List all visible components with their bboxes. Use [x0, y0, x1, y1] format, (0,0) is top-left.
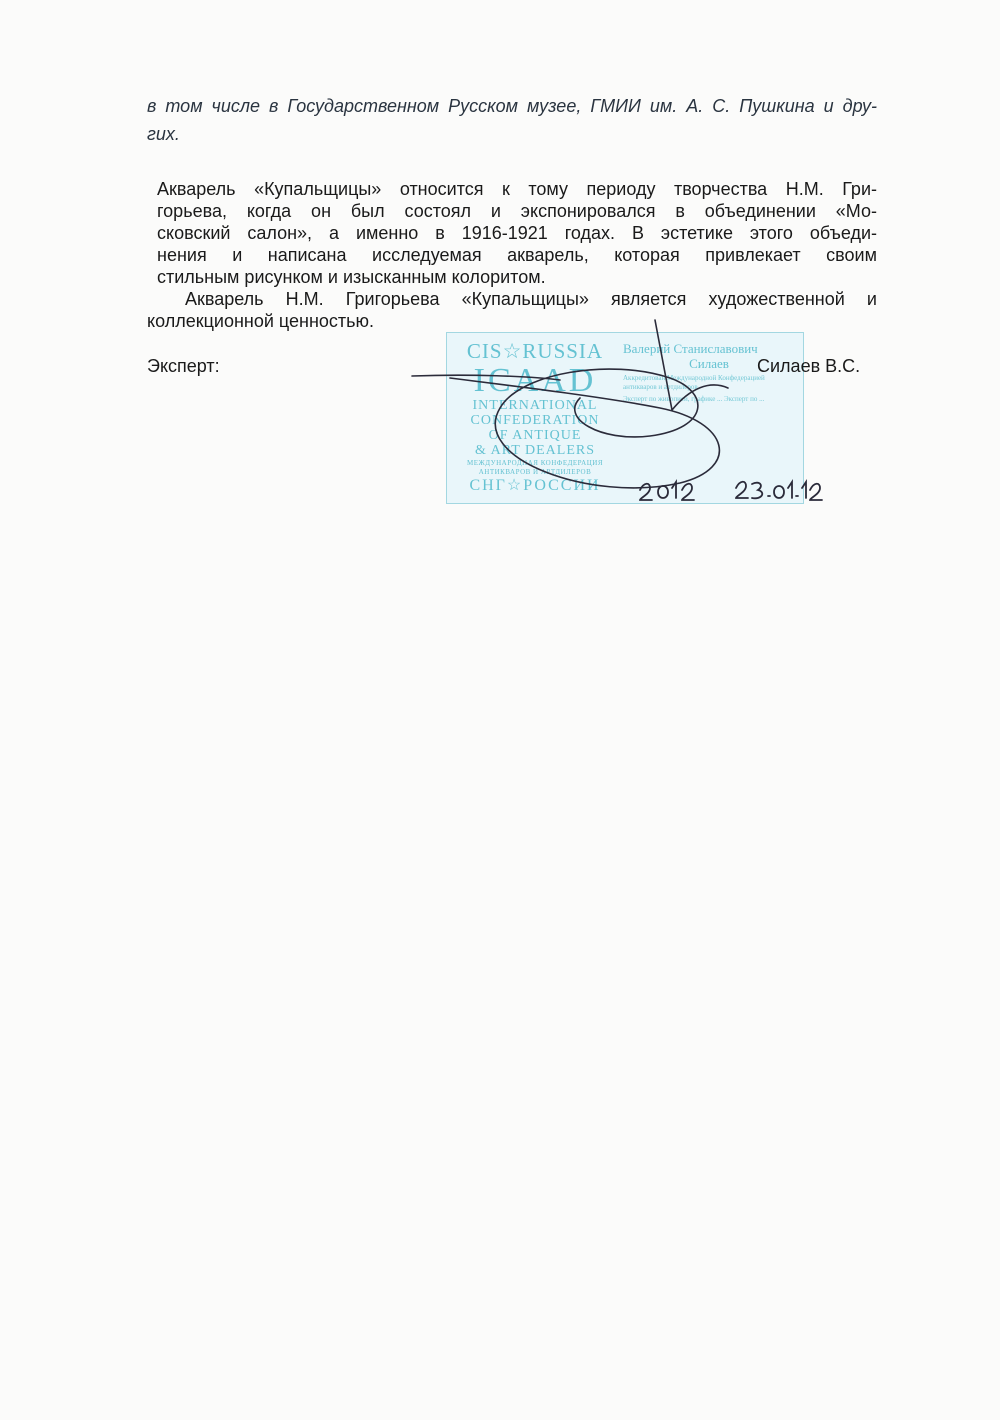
paragraph-1	[147, 178, 877, 288]
stamp-international: INTERNATIONAL	[472, 398, 598, 413]
paragraph-1-line-3: сковский салон», а именно в 1916-1921 годах. В эстетике этого объеди-	[157, 223, 877, 243]
signature-stroke-tick	[655, 320, 672, 410]
expert-name: Силаев В.С.	[757, 356, 861, 376]
signature-stroke-loop	[450, 369, 719, 488]
handwritten-signature	[410, 318, 850, 508]
stamp-ru-line-1: МЕЖДУНАРОДНАЯ КОНФЕДЕРАЦИЯ	[467, 459, 603, 467]
paragraph-1-line-4: нения и написана исследуемая акварель, которая привлекает своим	[157, 245, 877, 265]
intro-line-2: гих.	[147, 124, 180, 144]
stamp-specialization: Эксперт по живописи, графике ... Эксперт по ...	[623, 395, 765, 403]
stamp-of-antique: OF ANTIQUE	[488, 428, 582, 443]
signature-stroke-tail	[412, 375, 560, 380]
stamp-confederation: CONFEDERATION	[470, 413, 600, 428]
paragraph-1-line-5: стильным рисунком и изысканным колоритом.	[157, 267, 546, 287]
stamp-accreditation: Аккредитован Международной Конфедерацией антикваров и артдилеров	[623, 374, 765, 391]
paragraph-1-line-2: горьева, когда он был состоял и экспонировался в объединении «Мо-	[157, 201, 877, 221]
paragraph-1-line-1: Акварель «Купальщицы» относится к тому периоду творчества Н.М. Гри-	[157, 179, 877, 199]
stamp-cis-russia: CIS☆RUSSIA	[466, 339, 604, 363]
stamp-expert-surname: Силаев	[689, 356, 729, 371]
stamp-ru-line-2: АНТИКВАРОВ И АРТДИЛЕРОВ	[478, 468, 592, 476]
paragraph-2-line-1: Акварель Н.М. Григорьева «Купальщицы» является художественной и	[185, 289, 877, 309]
paragraph-2-line-2: коллекционной ценностью.	[147, 311, 375, 331]
stamp-art-dealers: & ART DEALERS	[474, 443, 596, 458]
intro-italic-text	[147, 95, 877, 145]
stamp-icaad: ICAAD	[473, 362, 597, 399]
stamp-sng-russia: СНГ☆РОССИИ	[469, 477, 601, 494]
expert-label: Эксперт:	[147, 356, 220, 376]
stamp-expert-name: Валерий Станиславович	[623, 341, 758, 356]
intro-line-1: в том числе в Государственном Русском музее, ГМИИ им. А. С. Пушкина и дру-	[147, 96, 877, 116]
date-day-handwriting	[736, 482, 822, 500]
signature-stroke-hook	[672, 385, 728, 410]
